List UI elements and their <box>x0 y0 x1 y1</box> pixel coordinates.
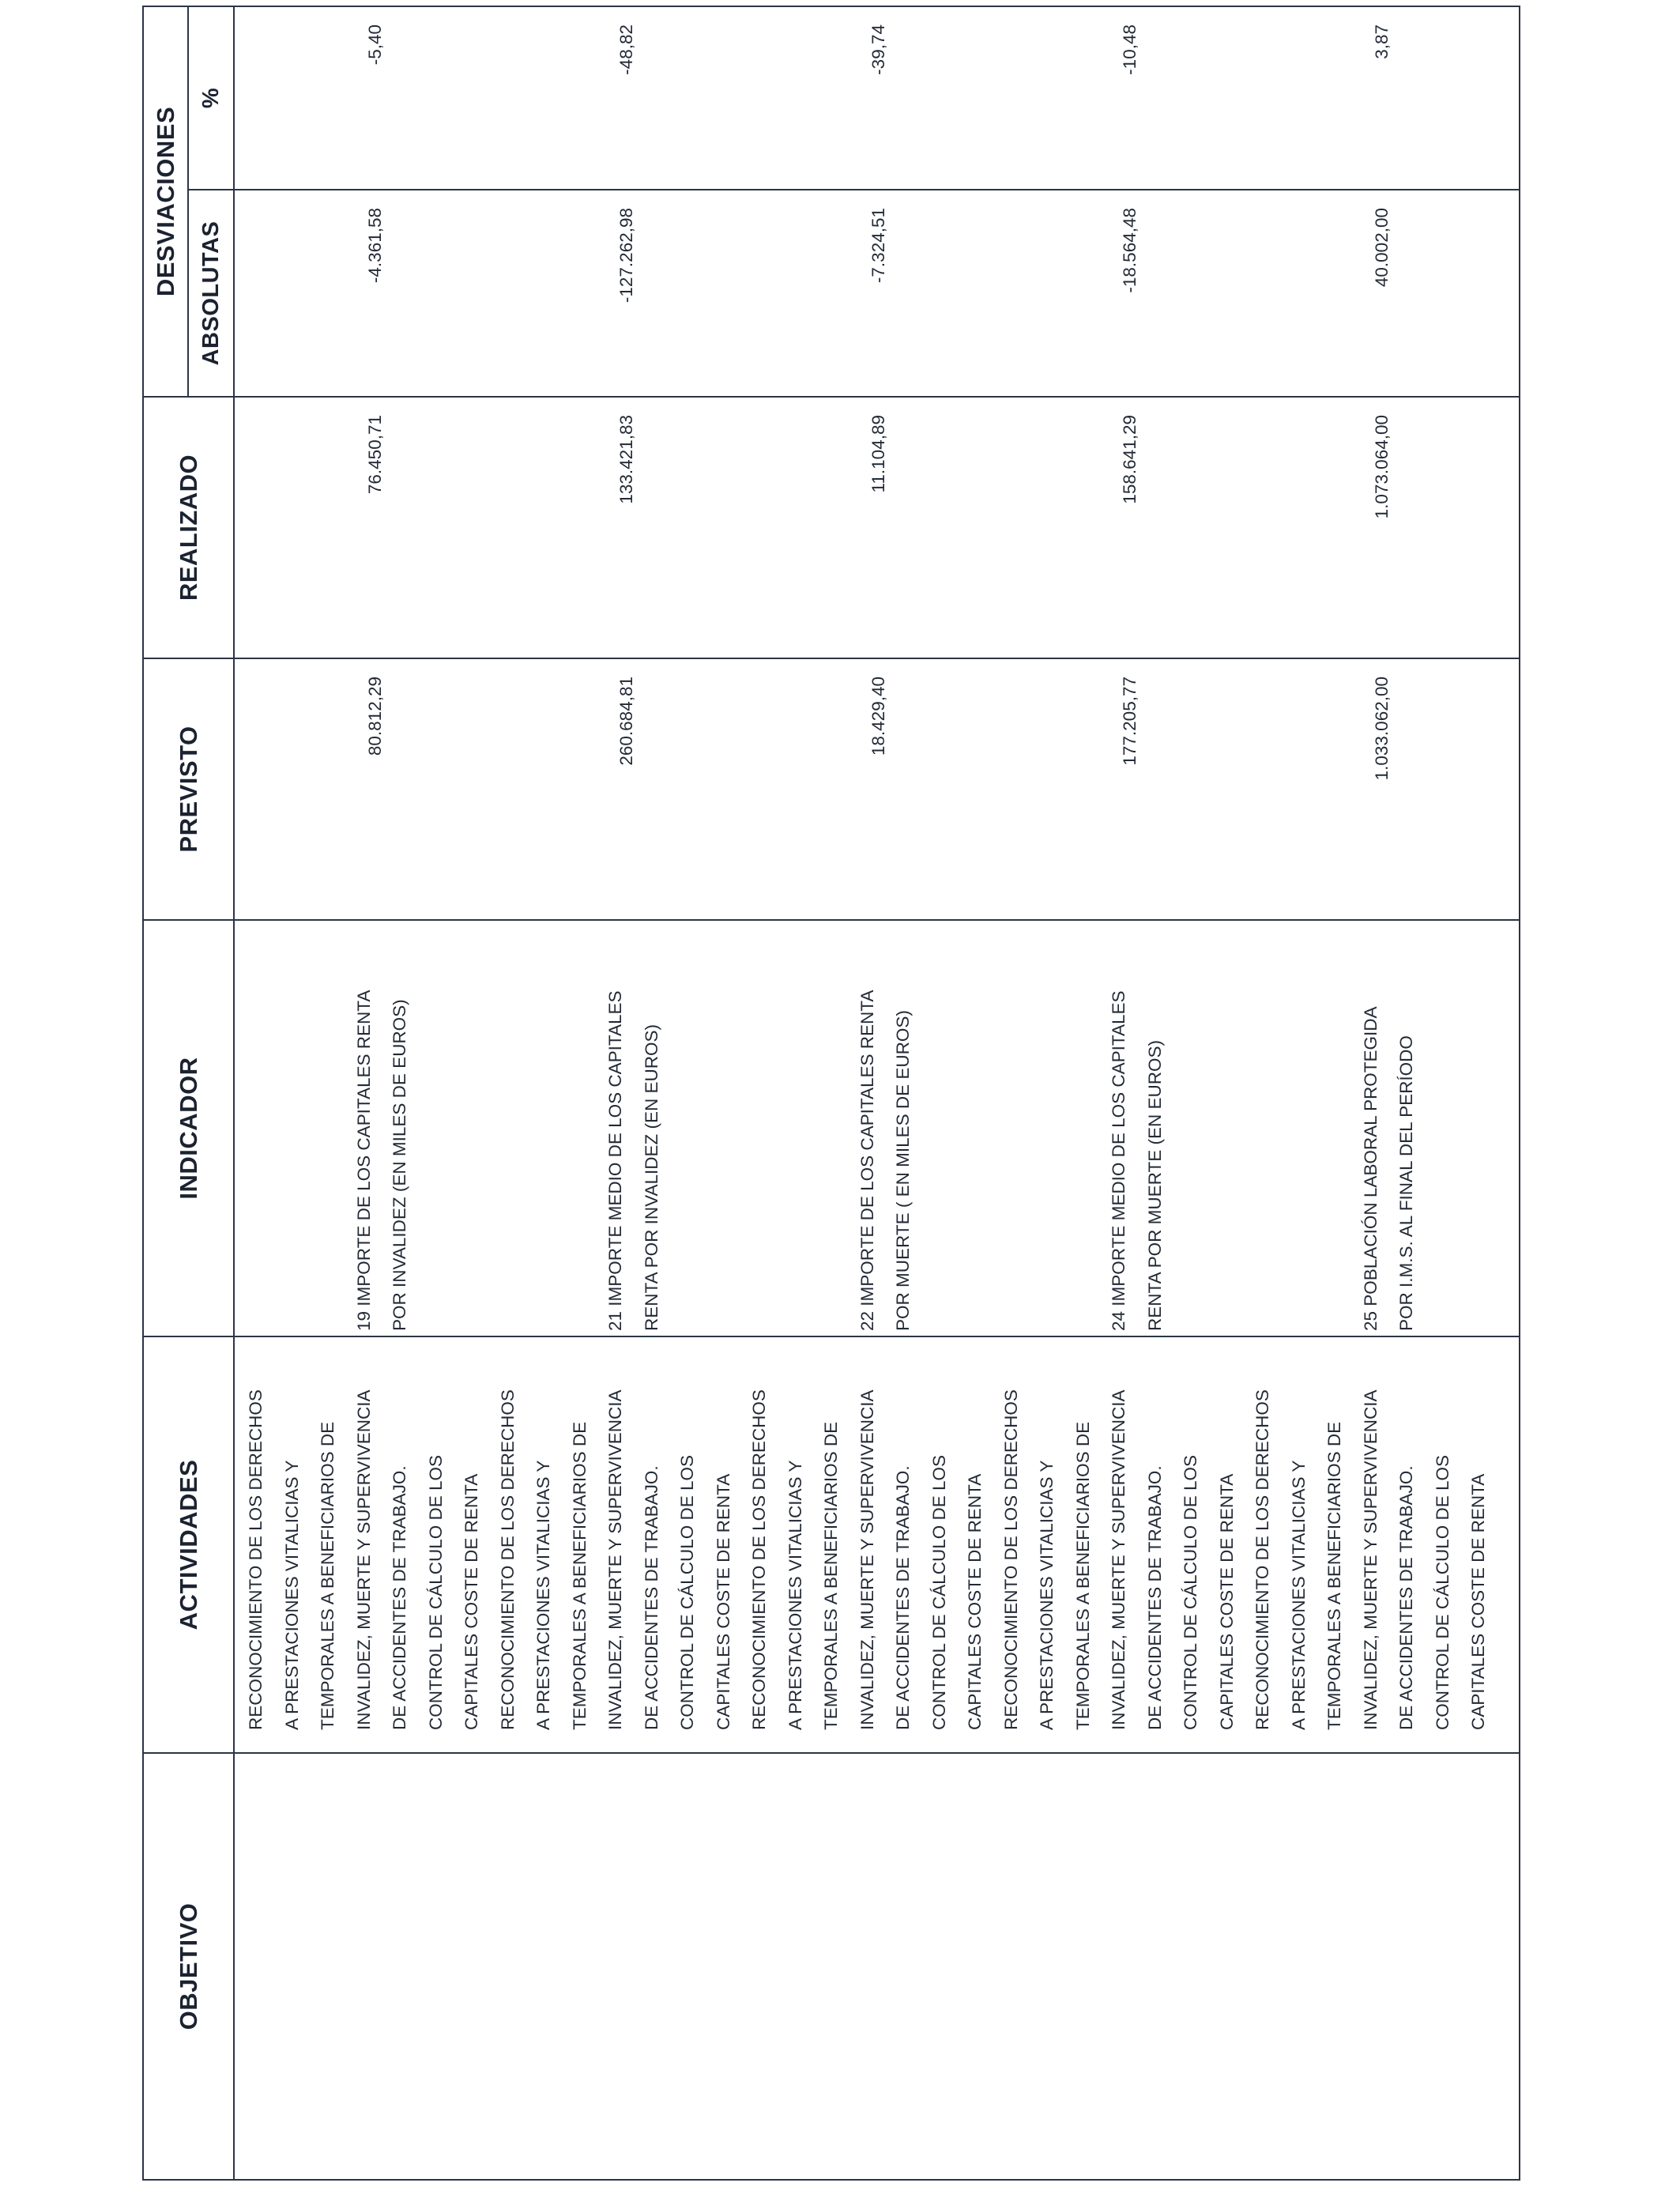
activity-block <box>238 1337 490 1752</box>
activity-line: DE ACCIDENTES DE TRABAJO. <box>1396 1465 1416 1730</box>
activity-line: CONTROL DE CÁLCULO DE LOS <box>425 1455 446 1730</box>
header-row-top <box>143 6 188 2180</box>
header-realizado: REALIZADO <box>143 397 234 658</box>
activity-line: INVALIDEZ, MUERTE Y SUPERVIVENCIA <box>1109 1389 1128 1730</box>
indicator-line: POR I.M.S. AL FINAL DEL PERÍODO <box>1396 1035 1416 1331</box>
porcentaje-value: -48,82 <box>616 25 636 75</box>
absolutas-value: -4.361,58 <box>364 208 385 284</box>
objetivo-cell <box>234 1753 1520 2180</box>
activity-line: CONTROL DE CÁLCULO DE LOS <box>929 1455 949 1730</box>
previsto-value: 260.684,81 <box>616 677 636 766</box>
previsto-value: 18.429,40 <box>868 677 888 756</box>
activity-line: TEMPORALES A BENEFICIARIOS DE <box>569 1421 590 1730</box>
indicator-line: 25 POBLACIÓN LABORAL PROTEGIDA <box>1360 1006 1381 1331</box>
realizado-value: 11.104,89 <box>868 415 888 493</box>
indicator-line: RENTA POR INVALIDEZ (EN EUROS) <box>641 1024 661 1331</box>
porcentaje-value: -39,74 <box>868 25 888 75</box>
absolutas-value: -7.324,51 <box>868 208 888 284</box>
activity-line: CONTROL DE CÁLCULO DE LOS <box>677 1455 697 1730</box>
activity-line: DE ACCIDENTES DE TRABAJO. <box>390 1465 409 1730</box>
realizado-value: 76.450,71 <box>364 415 385 495</box>
activity-line: INVALIDEZ, MUERTE Y SUPERVIVENCIA <box>353 1389 374 1730</box>
indicator-line: POR MUERTE ( EN MILES DE EUROS) <box>893 1010 913 1331</box>
activity-line: CAPITALES COSTE DE RENTA <box>713 1473 733 1730</box>
activity-line: DE ACCIDENTES DE TRABAJO. <box>893 1465 913 1730</box>
activity-line: RECONOCIMIENTO DE LOS DERECHOS <box>749 1389 769 1730</box>
activity-line: INVALIDEZ, MUERTE Y SUPERVIVENCIA <box>1360 1389 1381 1730</box>
header-indicador: INDICADOR <box>143 920 234 1336</box>
activity-block <box>490 1337 742 1752</box>
indicador-cell <box>234 920 1520 1336</box>
activity-line: TEMPORALES A BENEFICIARIOS DE <box>318 1421 337 1730</box>
activity-line: CONTROL DE CÁLCULO DE LOS <box>1432 1455 1452 1730</box>
activity-line: RECONOCIMIENTO DE LOS DERECHOS <box>246 1389 266 1730</box>
realizado-value: 1.073.064,00 <box>1371 415 1392 519</box>
previsto-value: 80.812,29 <box>364 677 385 756</box>
indicator-block <box>238 921 490 1331</box>
activity-line: CONTROL DE CÁLCULO DE LOS <box>1181 1455 1200 1730</box>
activity-line: INVALIDEZ, MUERTE Y SUPERVIVENCIA <box>605 1389 625 1730</box>
activity-line: CAPITALES COSTE DE RENTA <box>461 1473 481 1730</box>
header-porcentaje: % <box>188 6 234 190</box>
activity-line: A PRESTACIONES VITALICIAS Y <box>1288 1460 1309 1730</box>
porcentaje-cell <box>234 6 1520 190</box>
previsto-cell <box>234 658 1520 920</box>
activity-block <box>741 1337 993 1752</box>
absolutas-cell <box>234 190 1520 397</box>
activity-block <box>993 1337 1245 1752</box>
indicator-line: 24 IMPORTE MEDIO DE LOS CAPITALES <box>1109 990 1128 1331</box>
activity-line: CAPITALES COSTE DE RENTA <box>1216 1473 1237 1730</box>
activity-line: CAPITALES COSTE DE RENTA <box>965 1473 985 1730</box>
indicator-line: POR INVALIDEZ (EN MILES DE EUROS) <box>390 999 409 1331</box>
activity-line: A PRESTACIONES VITALICIAS Y <box>1037 1460 1057 1730</box>
header-previsto: PREVISTO <box>143 658 234 920</box>
previsto-value: 177.205,77 <box>1120 677 1139 766</box>
activity-line: A PRESTACIONES VITALICIAS Y <box>533 1460 553 1730</box>
activity-line: DE ACCIDENTES DE TRABAJO. <box>641 1465 661 1730</box>
realizado-cell <box>234 397 1520 658</box>
header-objetivo: OBJETIVO <box>143 1753 234 2180</box>
indicator-block <box>1245 921 1497 1331</box>
activity-block <box>1245 1337 1497 1752</box>
header-absolutas: ABSOLUTAS <box>188 190 234 397</box>
activity-line: TEMPORALES A BENEFICIARIOS DE <box>821 1421 841 1730</box>
realizado-value: 158.641,29 <box>1120 415 1139 504</box>
indicator-line: 21 IMPORTE MEDIO DE LOS CAPITALES <box>605 990 625 1331</box>
activity-line: CAPITALES COSTE DE RENTA <box>1468 1473 1488 1730</box>
porcentaje-value: 3,87 <box>1371 25 1392 59</box>
activity-line: TEMPORALES A BENEFICIARIOS DE <box>1072 1421 1093 1730</box>
indicator-line: 22 IMPORTE DE LOS CAPITALES RENTA <box>857 990 877 1331</box>
actividades-cell <box>234 1336 1520 1753</box>
activity-line: RECONOCIMIENTO DE LOS DERECHOS <box>1000 1389 1021 1730</box>
header-actividades: ACTIVIDADES <box>143 1336 234 1753</box>
indicator-line: 19 IMPORTE DE LOS CAPITALES RENTA <box>353 990 374 1331</box>
activity-line: TEMPORALES A BENEFICIARIOS DE <box>1324 1421 1344 1730</box>
rotated-table-sheet <box>142 7 1520 2181</box>
activity-line: RECONOCIMIENTO DE LOS DERECHOS <box>497 1389 518 1730</box>
absolutas-value: -127.262,98 <box>616 208 636 303</box>
header-desviaciones: DESVIACIONES <box>143 6 188 397</box>
activity-line: A PRESTACIONES VITALICIAS Y <box>281 1460 302 1730</box>
indicator-block <box>490 921 742 1331</box>
activity-line: DE ACCIDENTES DE TRABAJO. <box>1144 1465 1165 1730</box>
realizado-value: 133.421,83 <box>616 415 636 504</box>
absolutas-value: -18.564,48 <box>1120 208 1139 293</box>
indicator-line: RENTA POR MUERTE (EN EUROS) <box>1144 1040 1165 1331</box>
previsto-value: 1.033.062,00 <box>1371 677 1392 781</box>
activity-line: RECONOCIMIENTO DE LOS DERECHOS <box>1252 1389 1272 1730</box>
indicators-table <box>142 6 1520 2181</box>
porcentaje-value: -10,48 <box>1120 25 1139 75</box>
indicator-block <box>993 921 1245 1331</box>
activity-line: A PRESTACIONES VITALICIAS Y <box>785 1460 805 1730</box>
absolutas-value: 40.002,00 <box>1371 208 1392 288</box>
porcentaje-value: -5,40 <box>364 25 385 66</box>
indicator-block <box>741 921 993 1331</box>
table-body-row <box>234 6 1520 2180</box>
activity-line: INVALIDEZ, MUERTE Y SUPERVIVENCIA <box>857 1389 877 1730</box>
